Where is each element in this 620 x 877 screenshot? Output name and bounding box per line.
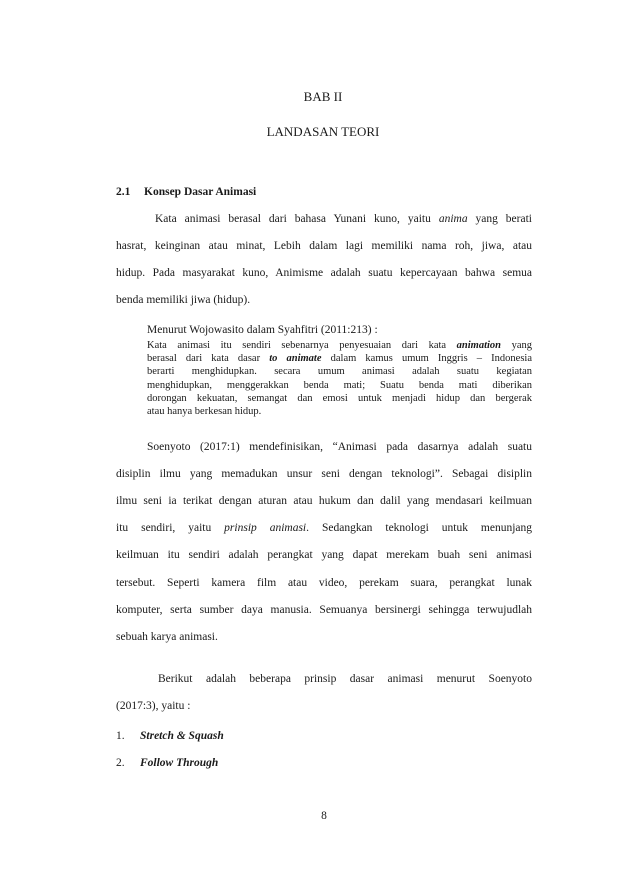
chapter-title: LANDASAN TEORI [266, 124, 380, 139]
paragraph-2-line-6: tersebut. Seperti kamera film atau video, perekam suara, perangkat lunak [116, 577, 532, 589]
paragraph-2-line-3: ilmu seni ia terikat dengan aturan atau hukum dan dalil yang mendasari keilmuan [116, 495, 532, 507]
quote-intro: Menurut Wojowasito dalam Syahfitri (2011:213) : [147, 324, 378, 336]
chapter-number: BAB II [303, 89, 343, 104]
list-text: Stretch & Squash [140, 730, 224, 742]
text-span: dalam kamus umum Inggris – Indonesia [321, 353, 532, 365]
term-prinsip-animasi: prinsip animasi [224, 522, 307, 534]
paragraph-2-line-1: Soenyoto (2017:1) mendefinisikan, “Animasi pada dasarnya adalah suatu [147, 441, 532, 453]
text-span: Kata animasi berasal dari bahasa Yunani kuno, yaitu [155, 213, 439, 225]
list-number: 1. [116, 730, 125, 742]
paragraph-1-line-2: hasrat, keinginan atau minat, Lebih dalam lagi memiliki nama roh, jiwa, atau [116, 240, 532, 252]
text-span: . Sedangkan teknologi untuk menunjang [306, 522, 533, 534]
paragraph-3-line-1: Berikut adalah beberapa prinsip dasar animasi menurut Soenyoto [158, 673, 532, 685]
block-quote [147, 339, 532, 418]
paragraph-1-line-3: hidup. Pada masyarakat kuno, Animisme adalah suatu kepercayaan bahwa semua [116, 267, 532, 279]
term-to-animate: to animate [269, 353, 322, 365]
quote-line-1 [147, 339, 532, 352]
list-text: Follow Through [140, 757, 219, 769]
text-span: yang [501, 340, 532, 351]
paragraph-1-line-1 [155, 212, 532, 226]
page-number: 8 [321, 810, 327, 822]
paragraph-2-line-5: keilmuan itu sendiri adalah perangkat yang dapat merekam buah seni animasi [116, 549, 532, 561]
section-title: Konsep Dasar Animasi [144, 186, 257, 198]
quote-line-3: berarti menghidupkan. secara umum animasi adalah suatu kegiatan [147, 366, 532, 378]
section-heading [116, 186, 256, 198]
quote-line-6: atau hanya berkesan hidup. [147, 406, 262, 418]
paragraph-2-line-8: sebuah karya animasi. [116, 631, 218, 643]
quote-line-2 [147, 352, 532, 365]
term-anima: anima [438, 213, 468, 225]
list-number: 2. [116, 757, 125, 769]
paragraph-1-line-4: benda memiliki jiwa (hidup). [116, 294, 251, 306]
paragraph-2-line-4 [116, 521, 532, 535]
list-item [116, 757, 218, 769]
term-animation: animation [456, 340, 502, 351]
text-span: yang berati [467, 213, 532, 225]
text-span: itu sendiri, yaitu [116, 522, 225, 534]
list-item [116, 730, 224, 742]
section-number: 2.1 [116, 186, 131, 198]
quote-line-5: dorongan kekuatan, semangat dan emosi untuk menjadi hidup dan bergerak [147, 392, 532, 404]
text-span: Kata animasi itu sendiri sebenarnya penyesuaian dari kata [147, 340, 457, 351]
paragraph-2-line-2: disiplin ilmu yang memadukan unsur seni dengan teknologi”. Sebagai disiplin [116, 468, 532, 480]
paragraph-3-line-2: (2017:3), yaitu : [116, 700, 191, 712]
quote-line-4: menghidupkan, menggerakkan benda mati; Suatu benda mati diberikan [147, 379, 532, 391]
text-span: berasal dari kata dasar [147, 353, 270, 365]
paragraph-2-line-7: komputer, serta sumber daya manusia. Semuanya bersinergi sehingga terwujudlah [116, 604, 532, 616]
